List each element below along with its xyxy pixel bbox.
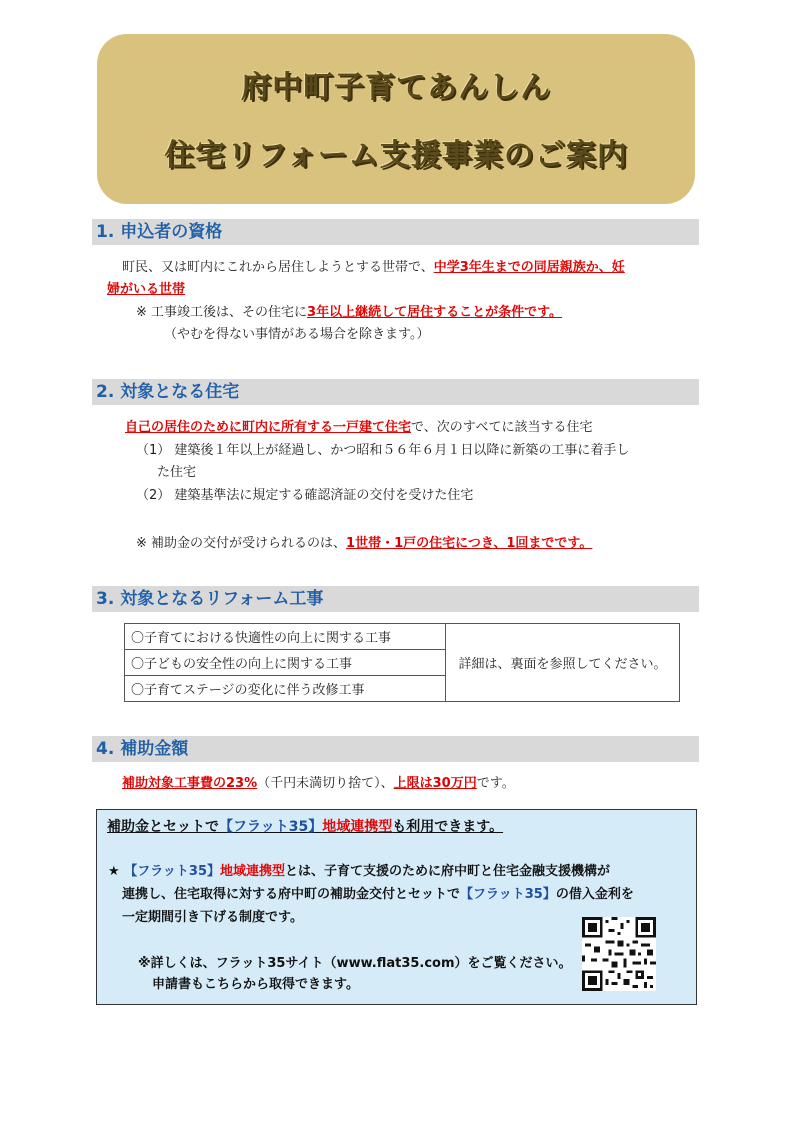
star-icon: ★	[108, 864, 120, 879]
table-detail-cell: 詳細は、裏面を参照してください。	[446, 624, 680, 702]
info-box-note-1: ※詳しくは、フラット35サイト（www.flat35.com）をご覧ください。	[138, 956, 572, 971]
section-2-item-1b: た住宅	[157, 465, 197, 480]
info-box-body-line-2: 連携し、住宅取得に対する府中町の補助金交付とセットで【フラット35】の借入金利を	[122, 887, 634, 902]
section-3-heading: 3. 対象となるリフォーム工事	[96, 589, 324, 609]
table-row	[125, 624, 680, 650]
section-3-heading-bar	[92, 586, 699, 612]
section-2-item-1a: （1） 建築後１年以上が経過し、かつ昭和５６年６月１日以降に新築の工事に着手し	[136, 443, 630, 458]
section-2-note: ※ 補助金の交付が受けられるのは、1世帯・1戸の住宅につき、1回までです。	[136, 536, 593, 551]
section-1-paragraph-line-1: 町民、又は町内にこれから居住しようとする世帯で、中学3年生までの同居親族か、妊	[122, 260, 625, 275]
section-2-heading: 2. 対象となる住宅	[96, 382, 240, 402]
info-box-body-line-3: 一定期間引き下げる制度です。	[122, 910, 303, 925]
title-line-2: 住宅リフォーム支援事業のご案内	[164, 138, 628, 173]
info-box-note-2: 申請書もこちらから取得できます。	[152, 977, 359, 992]
info-box-body-line-1: ★ 【フラット35】地域連携型とは、子育て支援のために府中町と住宅金融支援機構が	[108, 864, 611, 879]
section-2-intro: 自己の居住のために町内に所有する一戸建て住宅で、次のすべてに該当する住宅	[125, 420, 593, 435]
section-4-heading-bar	[92, 736, 699, 762]
table-cell: 〇子育てステージの変化に伴う改修工事	[125, 676, 446, 702]
table-cell: 〇子育てにおける快適性の向上に関する工事	[125, 624, 446, 650]
section-2-item-2: （2） 建築基準法に規定する確認済証の交付を受けた住宅	[136, 488, 474, 503]
title-banner	[97, 34, 695, 204]
section-4-amount: 補助対象工事費の23%（千円未満切り捨て）、上限は30万円です。	[122, 776, 515, 791]
section-1-note-2: （やむを得ない事情がある場合を除きます。）	[164, 327, 430, 342]
section-1-note: ※ 工事竣工後は、その住宅に3年以上継続して居住することが条件です。	[136, 305, 563, 320]
info-box-heading: 補助金とセットで【フラット35】地域連携型も利用できます。	[107, 819, 504, 835]
table-cell: 〇子どもの安全性の向上に関する工事	[125, 650, 446, 676]
section-4-heading: 4. 補助金額	[96, 739, 189, 759]
section-2-heading-bar	[92, 379, 699, 405]
qr-code-icon[interactable]	[582, 917, 656, 991]
section-1-heading-bar	[92, 219, 699, 245]
reform-table	[124, 623, 680, 702]
section-1-heading: 1. 申込者の資格	[96, 222, 223, 242]
section-1-paragraph-line-2: 婦がいる世帯	[107, 282, 186, 297]
title-line-1: 府中町子育てあんしん	[241, 70, 551, 105]
